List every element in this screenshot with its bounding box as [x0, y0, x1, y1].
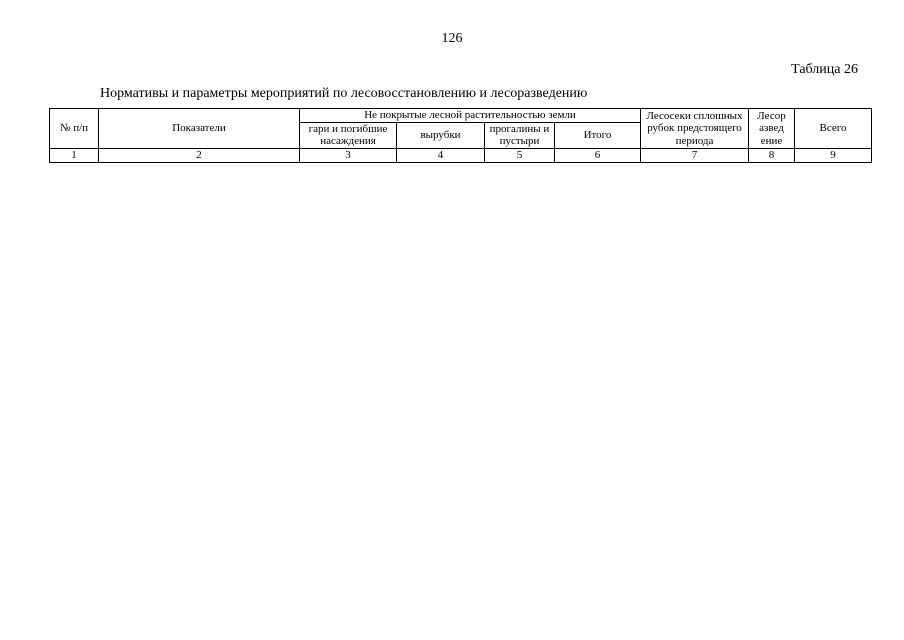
table-label: Таблица 26	[791, 62, 858, 77]
header-afforestation: Лесор азвед ение	[749, 109, 795, 149]
header-indicators: Показатели	[99, 109, 300, 149]
column-index: 4	[397, 148, 485, 162]
column-index: 7	[641, 148, 749, 162]
column-index: 8	[749, 148, 795, 162]
data-table	[49, 108, 872, 163]
header-logging-areas: Лесосеки сплошных рубок предстоящего периода	[641, 109, 749, 149]
header-glades: прогалины и пустыри	[485, 122, 555, 148]
column-index-row	[50, 148, 872, 162]
header-total: Всего	[795, 109, 872, 149]
column-index: 3	[300, 148, 397, 162]
page-number: 126	[441, 31, 463, 46]
header-clearcuts: вырубки	[397, 122, 485, 148]
column-index: 5	[485, 148, 555, 162]
header-uncovered-lands: Не покрытые лесной растительностью земли	[300, 109, 641, 123]
header-num: № п/п	[50, 109, 99, 149]
column-index: 1	[50, 148, 99, 162]
header-burned: гари и погибшие насаждения	[300, 122, 397, 148]
column-index: 6	[555, 148, 641, 162]
column-index: 2	[99, 148, 300, 162]
header-subtotal: Итого	[555, 122, 641, 148]
column-index: 9	[795, 148, 872, 162]
table-body	[50, 148, 872, 162]
table-title: Нормативы и параметры мероприятий по лесовосстановлению и лесоразведению	[100, 86, 588, 101]
